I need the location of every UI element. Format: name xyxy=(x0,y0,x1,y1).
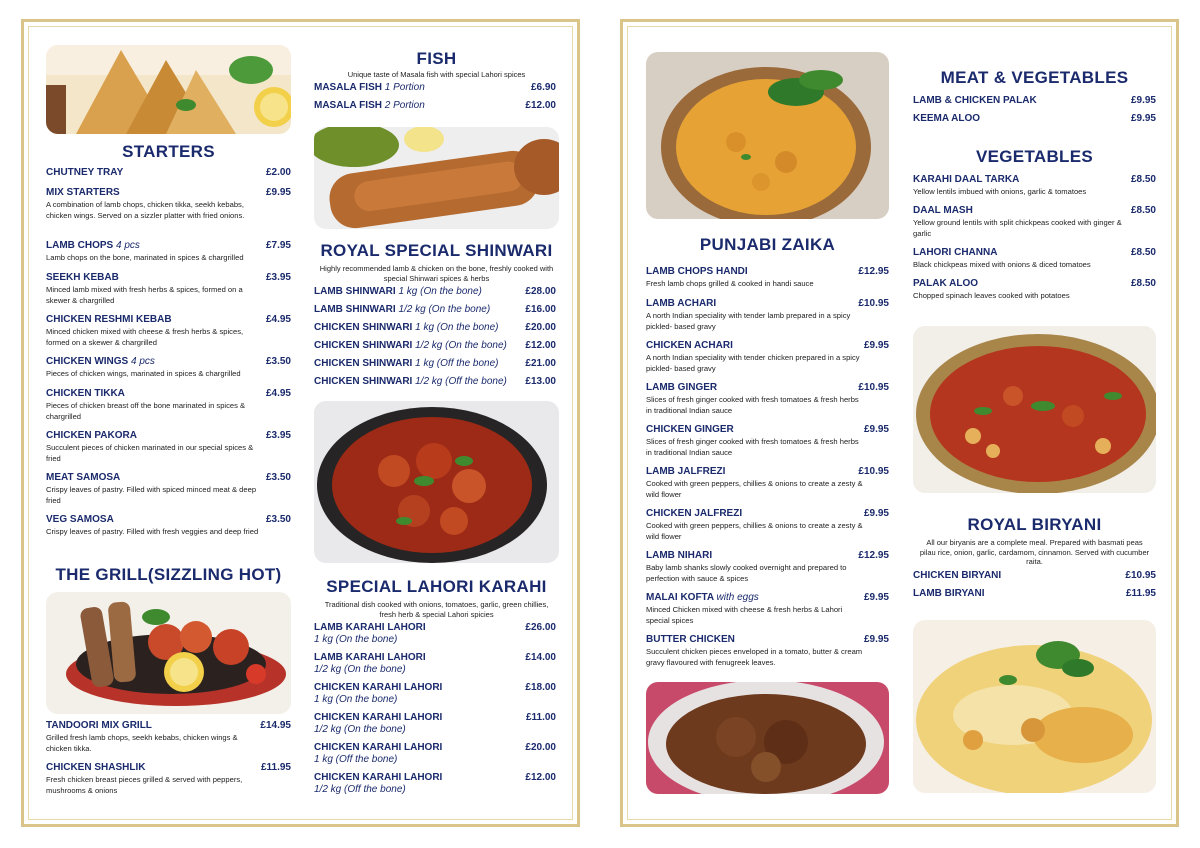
menu-item-name-text: LAMB KARAHI LAHORI xyxy=(314,622,426,633)
menu-item-portion: 1/2 kg (On the bone) xyxy=(314,724,406,735)
menu-item-name xyxy=(46,167,123,178)
menu-item-name xyxy=(913,278,978,289)
menu-item-price: £10.95 xyxy=(858,382,889,393)
menu-item-portion: 4 pcs xyxy=(131,356,155,367)
menu-item-name xyxy=(314,772,442,783)
menu-item xyxy=(913,174,1156,196)
menu-item-name-text: CHICKEN KARAHI LAHORI xyxy=(314,772,443,783)
menu-item xyxy=(314,322,556,336)
menu-page-left xyxy=(21,19,580,827)
menu-item-portion: 1 kg (Off the bone) xyxy=(415,358,499,369)
section-title-punjabi: PUNJABI ZAIKA xyxy=(699,235,836,254)
menu-item-price: £13.00 xyxy=(525,376,556,387)
menu-item-description: Succulent chicken pieces enveloped in a tomato, butter & cream gravy flavoured with fenugreek leaves. xyxy=(646,647,863,667)
menu-item-price: £12.95 xyxy=(858,550,889,561)
menu-item-price: £28.00 xyxy=(525,286,556,297)
menu-item-price: £10.95 xyxy=(1125,570,1156,581)
menu-item-price: £4.95 xyxy=(265,388,291,399)
menu-item-price: £20.00 xyxy=(525,742,556,753)
menu-item xyxy=(46,514,291,536)
menu-item xyxy=(46,356,291,378)
menu-item-name-text: CHICKEN TIKKA xyxy=(46,388,125,399)
biryani-photo xyxy=(913,620,1156,793)
menu-item xyxy=(646,634,889,667)
fish-description: Unique taste of Masala fish with special Lahori spices xyxy=(347,70,526,79)
menu-item xyxy=(913,588,1156,602)
shinwari-description: Highly recommended lamb & chicken on the bone, freshly cooked with special Shinwari spices & herbs xyxy=(319,264,554,283)
menu-item-name-text: CHICKEN ACHARI xyxy=(646,340,733,351)
menu-item-portion: 1/2 kg (On the bone) xyxy=(415,340,507,351)
menu-item xyxy=(46,240,291,262)
menu-item-portion: 2 Portion xyxy=(384,100,425,111)
menu-item-name xyxy=(913,113,980,124)
menu-item-description: Cooked with green peppers, chillies & onions to create a zesty & wild flower xyxy=(646,521,863,541)
menu-item-name xyxy=(646,424,734,435)
menu-item-name-text: CHICKEN WINGS xyxy=(46,356,129,367)
menu-item-price: £26.00 xyxy=(525,622,556,633)
menu-item-name xyxy=(314,340,507,351)
menu-item-name-text: CHICKEN SHINWARI xyxy=(314,358,413,369)
menu-item-price: £10.95 xyxy=(858,466,889,477)
menu-item xyxy=(314,742,556,765)
menu-item-portion: 1 kg (On the bone) xyxy=(314,634,398,645)
menu-item xyxy=(646,424,889,457)
menu-item xyxy=(314,376,556,390)
menu-item-name xyxy=(314,82,425,93)
menu-item-description: Slices of fresh ginger cooked with fresh tomatoes & fresh herbs in traditional Indian sauce xyxy=(646,395,859,415)
menu-item xyxy=(913,113,1156,127)
menu-item xyxy=(314,304,556,318)
menu-item xyxy=(314,286,556,300)
section-title-fish: FISH xyxy=(416,49,457,68)
menu-item-name xyxy=(646,298,716,309)
menu-item-description: Fresh chicken breast pieces grilled & served with peppers, mushrooms & onions xyxy=(46,775,243,795)
menu-item-name xyxy=(314,304,490,315)
menu-item-name-text: MIX STARTERS xyxy=(46,187,120,198)
menu-item-portion: with eggs xyxy=(716,592,759,603)
menu-item-price: £21.00 xyxy=(525,358,556,369)
menu-item-price: £12.95 xyxy=(858,266,889,277)
menu-item xyxy=(646,266,889,288)
menu-item-name xyxy=(314,652,426,663)
menu-item-name-text: CHICKEN SHINWARI xyxy=(314,376,413,387)
chickpea-curry-photo xyxy=(913,326,1156,493)
menu-item-name-text: LAMB SHINWARI xyxy=(314,286,396,297)
menu-item xyxy=(646,550,889,583)
menu-item xyxy=(646,508,889,541)
menu-item-price: £2.00 xyxy=(265,167,291,178)
menu-item-name-text: LAMB CHOPS HANDI xyxy=(646,266,748,277)
menu-item-name-text: MASALA FISH xyxy=(314,82,382,93)
menu-item-price: £3.50 xyxy=(265,514,291,525)
menu-item-price: £9.95 xyxy=(265,187,291,198)
menu-item-description: A north Indian speciality with tender chicken prepared in a spicy pickled- based gravy xyxy=(646,353,860,373)
menu-item xyxy=(314,622,556,645)
menu-item-price: £8.50 xyxy=(1130,174,1156,185)
menu-item-name xyxy=(314,376,507,387)
menu-item-description: A combination of lamb chops, chicken tikka, seekh kebabs, chicken wings. Served on a sizzler platter with fried onions. xyxy=(46,200,245,220)
menu-item-portion: 1/2 kg (Off the bone) xyxy=(415,376,507,387)
menu-item-price: £10.95 xyxy=(858,298,889,309)
menu-item-name xyxy=(314,742,442,753)
menu-item-name-text: CHICKEN KARAHI LAHORI xyxy=(314,712,443,723)
section-title-meat-vegetables: MEAT & VEGETABLES xyxy=(940,68,1129,87)
menu-item xyxy=(646,340,889,373)
curry-bowl-photo xyxy=(646,52,889,219)
menu-item-name-text: LAMB BIRYANI xyxy=(913,588,985,599)
menu-item xyxy=(46,762,291,795)
menu-item-name-text: CHICKEN SHASHLIK xyxy=(46,762,146,773)
menu-item xyxy=(46,272,291,305)
menu-item-name-text: CHICKEN PAKORA xyxy=(46,430,137,441)
menu-item-name xyxy=(46,240,140,251)
menu-item-name xyxy=(46,430,137,441)
menu-item-price: £18.00 xyxy=(525,682,556,693)
menu-item-name xyxy=(46,720,152,731)
menu-item-name-text: VEG SAMOSA xyxy=(46,514,114,525)
menu-item-name-text: CHICKEN SHINWARI xyxy=(314,322,413,333)
menu-item-name xyxy=(46,187,120,198)
menu-item-name-text: CHICKEN KARAHI LAHORI xyxy=(314,682,443,693)
menu-item-name-text: CHUTNEY TRAY xyxy=(46,167,124,178)
menu-item xyxy=(314,340,556,354)
menu-item-portion: 1 Portion xyxy=(384,82,425,93)
menu-item-name-text: LAMB & CHICKEN PALAK xyxy=(913,95,1037,106)
menu-item-portion: 1 kg (Off the bone) xyxy=(314,754,398,765)
menu-item xyxy=(913,247,1156,269)
menu-item-portion: 4 pcs xyxy=(116,240,140,251)
menu-item-price: £20.00 xyxy=(525,322,556,333)
menu-item xyxy=(646,466,889,499)
menu-item-price: £9.95 xyxy=(863,508,889,519)
menu-item-name xyxy=(913,588,984,599)
menu-item-name-text: CHICKEN KARAHI LAHORI xyxy=(314,742,443,753)
menu-item xyxy=(314,652,556,675)
karahi-description: Traditional dish cooked with onions, tomatoes, garlic, green chillies, fresh herb & special Lahori spicies xyxy=(324,600,549,619)
menu-item-name-text: TANDOORI MIX GRILL xyxy=(46,720,152,731)
menu-item-price: £11.00 xyxy=(525,712,556,723)
menu-item-description: Pieces of chicken breast off the bone marinated in spices & chargrilled xyxy=(46,401,246,421)
menu-item-name xyxy=(46,472,120,483)
menu-item-description: Minced Chicken mixed with cheese & fresh herbs & Lahori special spices xyxy=(646,605,843,625)
menu-item-name xyxy=(646,550,712,561)
menu-item-name-text: LAMB CHOPS xyxy=(46,240,114,251)
menu-item-price: £12.00 xyxy=(525,772,556,783)
menu-item-description: Succulent pieces of chicken marinated in our special spices & fried xyxy=(46,443,254,463)
menu-item-price: £8.50 xyxy=(1130,278,1156,289)
menu-item-price: £9.95 xyxy=(863,592,889,603)
menu-item-name xyxy=(46,514,114,525)
menu-item-name xyxy=(913,247,997,258)
menu-item-price: £16.00 xyxy=(525,304,556,315)
menu-item-name xyxy=(314,358,499,369)
menu-item xyxy=(314,82,556,96)
nihari-photo xyxy=(646,682,889,794)
menu-item-price: £12.00 xyxy=(525,340,556,351)
menu-item xyxy=(46,187,291,220)
menu-page-right xyxy=(620,19,1179,827)
menu-item-description: Lamb chops on the bone, marinated in spices & chargrilled xyxy=(46,253,244,262)
karahi-photo xyxy=(314,401,559,563)
menu-item-name-text: LAMB KARAHI LAHORI xyxy=(314,652,426,663)
menu-item-name xyxy=(646,266,748,277)
menu-item-price: £3.95 xyxy=(265,430,291,441)
menu-item-name xyxy=(46,388,125,399)
menu-item-portion: 1 kg (On the bone) xyxy=(398,286,482,297)
menu-item-name-text: PALAK ALOO xyxy=(913,278,978,289)
menu-item-name-text: LAMB NIHARI xyxy=(646,550,713,561)
menu-item-portion: 1 kg (On the bone) xyxy=(314,694,398,705)
menu-item-name xyxy=(913,205,973,216)
menu-item xyxy=(314,682,556,705)
menu-item-name xyxy=(314,100,425,111)
section-title-starters: STARTERS xyxy=(122,142,215,161)
menu-item-description: Fresh lamb chops grilled & cooked in handi sauce xyxy=(646,279,814,288)
menu-item-portion: 1/2 kg (On the bone) xyxy=(398,304,491,315)
fish-photo xyxy=(314,127,559,229)
menu-item-name xyxy=(314,712,442,723)
menu-item-description: Chopped spinach leaves cooked with potatoes xyxy=(913,291,1070,300)
menu-item-description: Baby lamb shanks slowly cooked overnight and prepared to perfection with sauce & spices xyxy=(646,563,847,583)
menu-item-name-text: LAHORI CHANNA xyxy=(913,247,998,258)
menu-item-description: Crispy leaves of pastry. Filled with spiced minced meat & deep fried xyxy=(46,485,257,505)
menu-item-name xyxy=(913,570,1001,581)
menu-item-name xyxy=(913,174,1019,185)
menu-item-price: £8.50 xyxy=(1130,205,1156,216)
menu-item-name-text: BUTTER CHICKEN xyxy=(646,634,735,645)
menu-item-name-text: CHICKEN JALFREZI xyxy=(646,508,743,519)
menu-item-description: Slices of fresh ginger cooked with fresh tomatoes & fresh herbs in traditional Indian sauce xyxy=(646,437,859,457)
menu-item-name xyxy=(314,286,482,297)
menu-item-price: £9.95 xyxy=(1130,95,1156,106)
menu-item xyxy=(46,167,291,181)
menu-item xyxy=(314,712,556,735)
menu-item xyxy=(46,314,291,347)
menu-item-portion: 1 kg (On the bone) xyxy=(415,322,499,333)
section-title-grill: THE GRILL(SIZZLING HOT) xyxy=(55,565,282,584)
menu-item-name xyxy=(646,340,733,351)
menu-item-portion: 1/2 kg (On the bone) xyxy=(314,664,406,675)
menu-item-price: £8.50 xyxy=(1130,247,1156,258)
menu-item-price: £9.95 xyxy=(863,634,889,645)
menu-item-price: £9.95 xyxy=(863,340,889,351)
menu-item-description: Pieces of chicken wings, marinated in spices & chargrilled xyxy=(46,369,241,378)
menu-item-name-text: LAMB JALFREZI xyxy=(646,466,726,477)
menu-item-portion: 1/2 kg (Off the bone) xyxy=(314,784,406,795)
menu-item xyxy=(46,720,291,753)
menu-item-name xyxy=(314,322,499,333)
section-title-vegetables: VEGETABLES xyxy=(976,147,1093,166)
menu-item-price: £9.95 xyxy=(863,424,889,435)
menu-item xyxy=(46,388,291,421)
menu-item xyxy=(46,472,291,505)
menu-item xyxy=(646,298,889,331)
section-title-biryani: ROYAL BIRYANI xyxy=(967,515,1102,534)
biryani-description: All our biryanis are a complete meal. Prepared with basmati peas pilau rice, onion, garlic, cardamom, cinnamon. Served with cucumber raita. xyxy=(919,538,1150,566)
menu-item-price: £9.95 xyxy=(1130,113,1156,124)
menu-item-name-text: MEAT SAMOSA xyxy=(46,472,121,483)
menu-item-description: Cooked with green peppers, chillies & onions to create a zesty & wild flower xyxy=(646,479,863,499)
menu-item xyxy=(646,592,889,625)
menu-item-description: A north Indian speciality with tender lamb prepared in a spicy pickled- based gravy xyxy=(646,311,851,331)
menu-item-description: Yellow lentils imbued with onions, garlic & tomatoes xyxy=(913,187,1087,196)
menu-item xyxy=(913,205,1156,238)
menu-item xyxy=(46,430,291,463)
menu-item-description: Minced chicken mixed with cheese & fresh herbs & spices, formed on a skewer & chargrilled xyxy=(46,327,244,347)
menu-item-name xyxy=(314,682,442,693)
menu-item-price: £11.95 xyxy=(260,762,291,773)
menu-item-name-text: SEEKH KEBAB xyxy=(46,272,119,283)
menu-item-name xyxy=(46,272,119,283)
menu-item-description: Grilled fresh lamb chops, seekh kebabs, chicken wings & chicken tikka. xyxy=(46,733,238,753)
menu-item-name-text: MASALA FISH xyxy=(314,100,382,111)
menu-item-price: £6.90 xyxy=(530,82,556,93)
menu-item-price: £7.95 xyxy=(265,240,291,251)
menu-item-price: £14.95 xyxy=(260,720,291,731)
section-title-karahi: SPECIAL LAHORI KARAHI xyxy=(326,577,547,596)
menu-item-name-text: CHICKEN SHINWARI xyxy=(314,340,413,351)
menu-item-price: £3.95 xyxy=(265,272,291,283)
menu-item xyxy=(646,382,889,415)
menu-item-name xyxy=(646,592,759,603)
menu-item-name xyxy=(314,622,426,633)
menu-item-name-text: CHICKEN RESHMI KEBAB xyxy=(46,314,172,325)
menu-item xyxy=(314,772,556,795)
menu-item-name-text: DAAL MASH xyxy=(913,205,973,216)
menu-item-name-text: KARAHI DAAL TARKA xyxy=(913,174,1020,185)
menu-item-name xyxy=(913,95,1037,106)
menu-item-description: Yellow ground lentils with split chickpeas cooked with ginger & garlic xyxy=(913,218,1122,238)
grill-photo xyxy=(46,592,291,714)
menu-item-name-text: KEEMA ALOO xyxy=(913,113,981,124)
menu-item-name xyxy=(46,314,172,325)
menu-item-name-text: LAMB SHINWARI xyxy=(314,304,396,315)
menu-item-description: Black chickpeas mixed with onions & diced tomatoes xyxy=(913,260,1091,269)
menu-item-price: £3.50 xyxy=(265,472,291,483)
menu-item-name-text: CHICKEN GINGER xyxy=(646,424,734,435)
menu-item-name xyxy=(646,466,725,477)
menu-item-name-text: CHICKEN BIRYANI xyxy=(913,570,1002,581)
menu-item-name xyxy=(646,634,735,645)
menu-item xyxy=(913,278,1156,300)
menu-item-name xyxy=(46,356,155,367)
menu-item-description: Minced lamb mixed with fresh herbs & spices, formed on a skewer & chargrilled xyxy=(46,285,243,305)
menu-item-price: £12.00 xyxy=(525,100,556,111)
menu-item-name xyxy=(646,508,742,519)
menu-item-name-text: MALAI KOFTA xyxy=(646,592,714,603)
menu-item-price: £4.95 xyxy=(265,314,291,325)
menu-item-name-text: LAMB ACHARI xyxy=(646,298,717,309)
menu-item xyxy=(913,570,1156,584)
menu-item-price: £3.50 xyxy=(265,356,291,367)
menu-item-price: £11.95 xyxy=(1125,588,1156,599)
menu-item xyxy=(314,358,556,372)
menu-item-price: £14.00 xyxy=(525,652,556,663)
menu-item-name-text: LAMB GINGER xyxy=(646,382,718,393)
menu-item-description: Crispy leaves of pastry. Filled with fresh veggies and deep fried xyxy=(46,527,259,536)
menu-item-name xyxy=(46,762,145,773)
menu-item-name xyxy=(646,382,717,393)
samosa-photo xyxy=(46,45,291,134)
menu-item xyxy=(314,100,556,114)
section-title-shinwari: ROYAL SPECIAL SHINWARI xyxy=(320,241,553,260)
menu-item xyxy=(913,95,1156,109)
